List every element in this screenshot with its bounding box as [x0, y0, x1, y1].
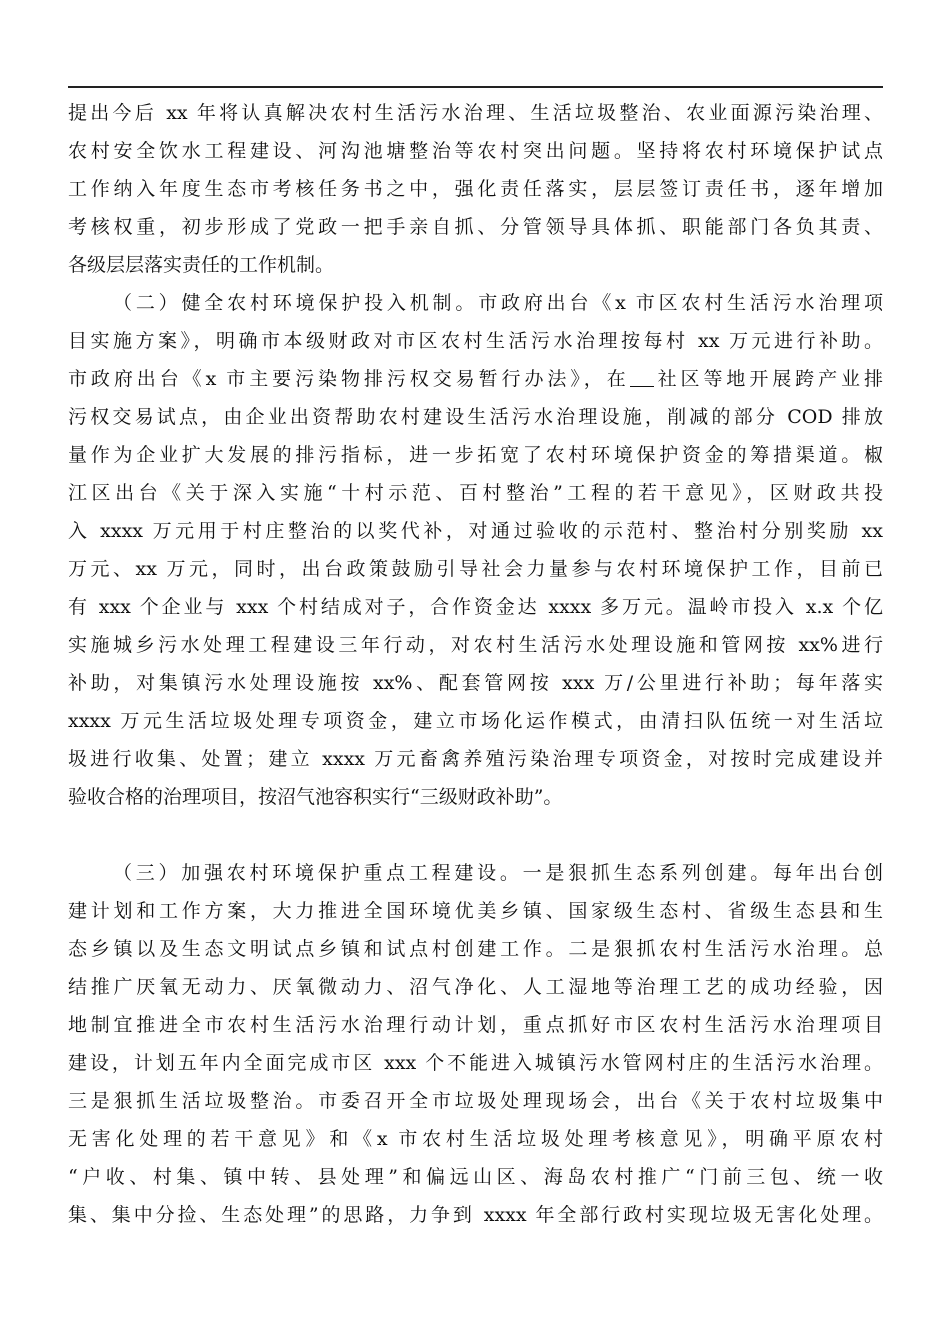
text-line: 补助，对集镇污水处理设施按 xx%、配套管网按 xxx 万/公里进行补助；每年落实 — [68, 672, 883, 694]
text-line: 农村安全饮水工程建设、河沟池塘整治等农村突出问题。坚持将农村环境保护试点 — [68, 140, 883, 162]
text-segment: 市政府出台《x 市主要污染物排污权交易暂行办法》，在 — [68, 368, 630, 390]
text-line: 江区出台《关于深入实施“十村示范、百村整治”工程的若干意见》，区财政共投 — [68, 482, 883, 504]
text-line: 地制宜推进全市农村生活污水治理行动计划，重点抓好市区农村生活污水治理项目 — [68, 1014, 883, 1036]
paragraph-3 — [68, 854, 883, 1234]
text-line: 建设，计划五年内全面完成市区 xxx 个不能进入城镇污水管网村庄的生活污水治理。 — [68, 1052, 883, 1074]
text-segment: 社区等地开展跨产业排 — [653, 368, 883, 390]
text-line: 各级层层落实责任的工作机制。 — [68, 254, 335, 276]
text-line: 考核权重，初步形成了党政一把手亲自抓、分管领导具体抓、职能部门各负其责、 — [68, 216, 883, 238]
text-line: 圾进行收集、处置；建立 xxxx 万元畜禽养殖污染治理专项资金，对按时完成建设并 — [68, 748, 883, 770]
text-line: 建计划和工作方案，大力推进全国环境优美乡镇、国家级生态村、省级生态县和生 — [68, 900, 883, 922]
text-line: 结推广厌氧无动力、厌氧微动力、沼气净化、人工湿地等治理工艺的成功经验，因 — [68, 976, 883, 998]
text-line: 集、集中分捡、生态处理”的思路，力争到 xxxx 年全部行政村实现垃圾无害化处理。 — [68, 1204, 883, 1226]
blank-underline — [630, 366, 654, 387]
text-line: 三是狠抓生活垃圾整治。市委召开全市垃圾处理现场会，出台《关于农村垃圾集中 — [68, 1090, 883, 1112]
text-line: 无害化处理的若干意见》和《x 市农村生活垃圾处理考核意见》，明确平原农村 — [68, 1128, 883, 1150]
text-line: xxxx 万元生活垃圾处理专项资金，建立市场化运作模式，由清扫队伍统一对生活垃 — [68, 710, 883, 732]
text-line: （三）加强农村环境保护重点工程建设。一是狠抓生态系列创建。每年出台创 — [113, 862, 883, 884]
text-line: 量作为企业扩大发展的排污指标，进一步拓宽了农村环境保护资金的筹措渠道。椒 — [68, 444, 883, 466]
text-line: 工作纳入年度生态市考核任务书之中，强化责任落实，层层签订责任书，逐年增加 — [68, 178, 883, 200]
text-line: （二）健全农村环境保护投入机制。市政府出台《x 市区农村生活污水治理项 — [113, 292, 883, 314]
text-line: 态乡镇以及生态文明试点乡镇和试点村创建工作。二是狠抓农村生活污水治理。总 — [68, 938, 883, 960]
text-line — [68, 360, 883, 398]
paragraph-1 — [68, 94, 883, 284]
text-line: 验收合格的治理项目，按沼气池容积实行“三级财政补助”。 — [68, 786, 563, 808]
text-line: 有 xxx 个企业与 xxx 个村结成对子，合作资金达 xxxx 多万元。温岭市投入 x.x 个亿 — [68, 596, 883, 618]
text-line: 实施城乡污水处理工程建设三年行动，对农村生活污水处理设施和管网按 xx%进行 — [68, 634, 883, 656]
text-line: 入 xxxx 万元用于村庄整治的以奖代补，对通过验收的示范村、整治村分别奖励 xx — [68, 520, 883, 542]
text-line: 万元、xx 万元，同时，出台政策鼓励引导社会力量参与农村环境保护工作，目前已 — [68, 558, 883, 580]
text-line: 目实施方案》，明确市本级财政对市区农村生活污水治理按每村 xx 万元进行补助。 — [68, 330, 883, 352]
text-line: 提出今后 xx 年将认真解决农村生活污水治理、生活垃圾整治、农业面源污染治理、 — [68, 102, 883, 124]
paragraph-2 — [68, 284, 883, 816]
text-line: “户收、村集、镇中转、县处理”和偏远山区、海岛农村推广“门前三包、统一收 — [68, 1166, 883, 1188]
header-rule — [68, 86, 883, 88]
text-line: 污权交易试点，由企业出资帮助农村建设生活污水治理设施，削减的部分 COD 排放 — [68, 406, 883, 428]
